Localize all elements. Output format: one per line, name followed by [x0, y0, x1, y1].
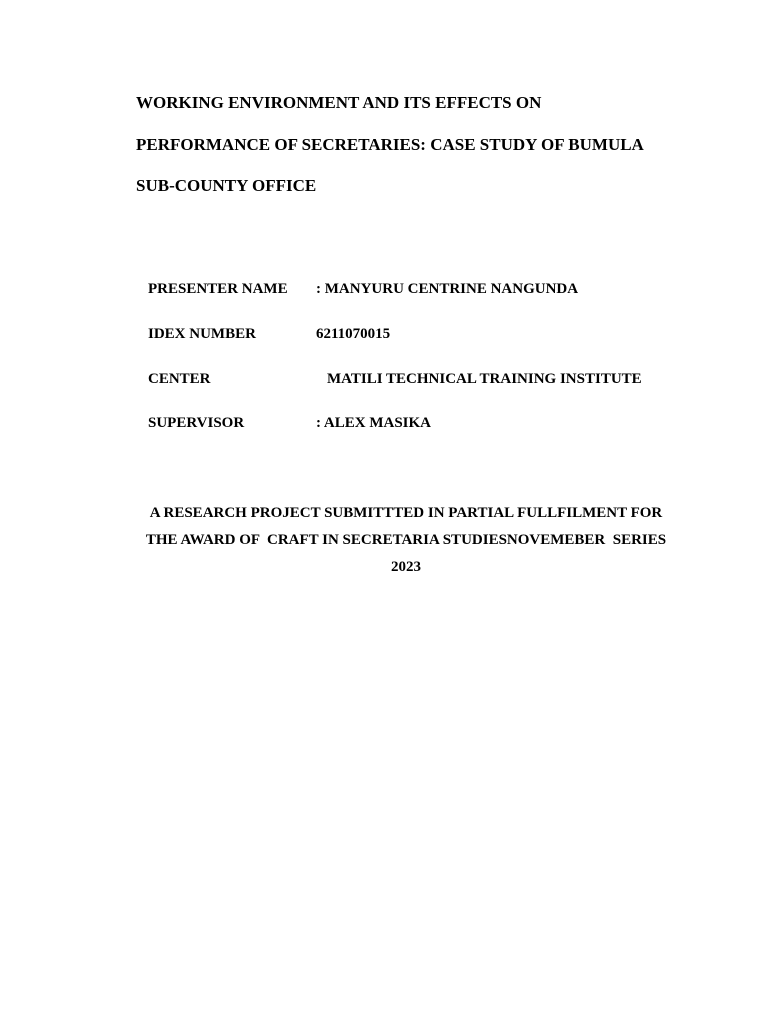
- index-number-label: IDEX NUMBER: [148, 326, 256, 342]
- presenter-name-value: : MANYURU CENTRINE NANGUNDA: [316, 281, 579, 297]
- statement-line-1: A RESEARCH PROJECT SUBMITTTED IN PARTIAL FULLFILMENT FOR: [149, 505, 663, 521]
- title-line-3: SUB-COUNTY OFFICE: [136, 176, 317, 195]
- title-line-1: WORKING ENVIRONMENT AND ITS EFFECTS ON: [136, 93, 542, 112]
- supervisor-label: SUPERVISOR: [148, 415, 245, 431]
- center-label: CENTER: [148, 371, 211, 387]
- supervisor-value: : ALEX MASIKA: [316, 415, 432, 431]
- statement-line-2: THE AWARD OF CRAFT IN SECRETARIA STUDIESNOVEMEBER SERIES: [145, 532, 667, 548]
- presenter-name-label: PRESENTER NAME: [148, 281, 288, 297]
- title-line-2: PERFORMANCE OF SECRETARIES: CASE STUDY OF BUMULA: [136, 135, 644, 154]
- statement-line-3: 2023: [391, 559, 421, 575]
- index-number-value: 6211070015: [316, 326, 391, 342]
- center-value: MATILI TECHNICAL TRAINING INSTITUTE: [327, 371, 642, 387]
